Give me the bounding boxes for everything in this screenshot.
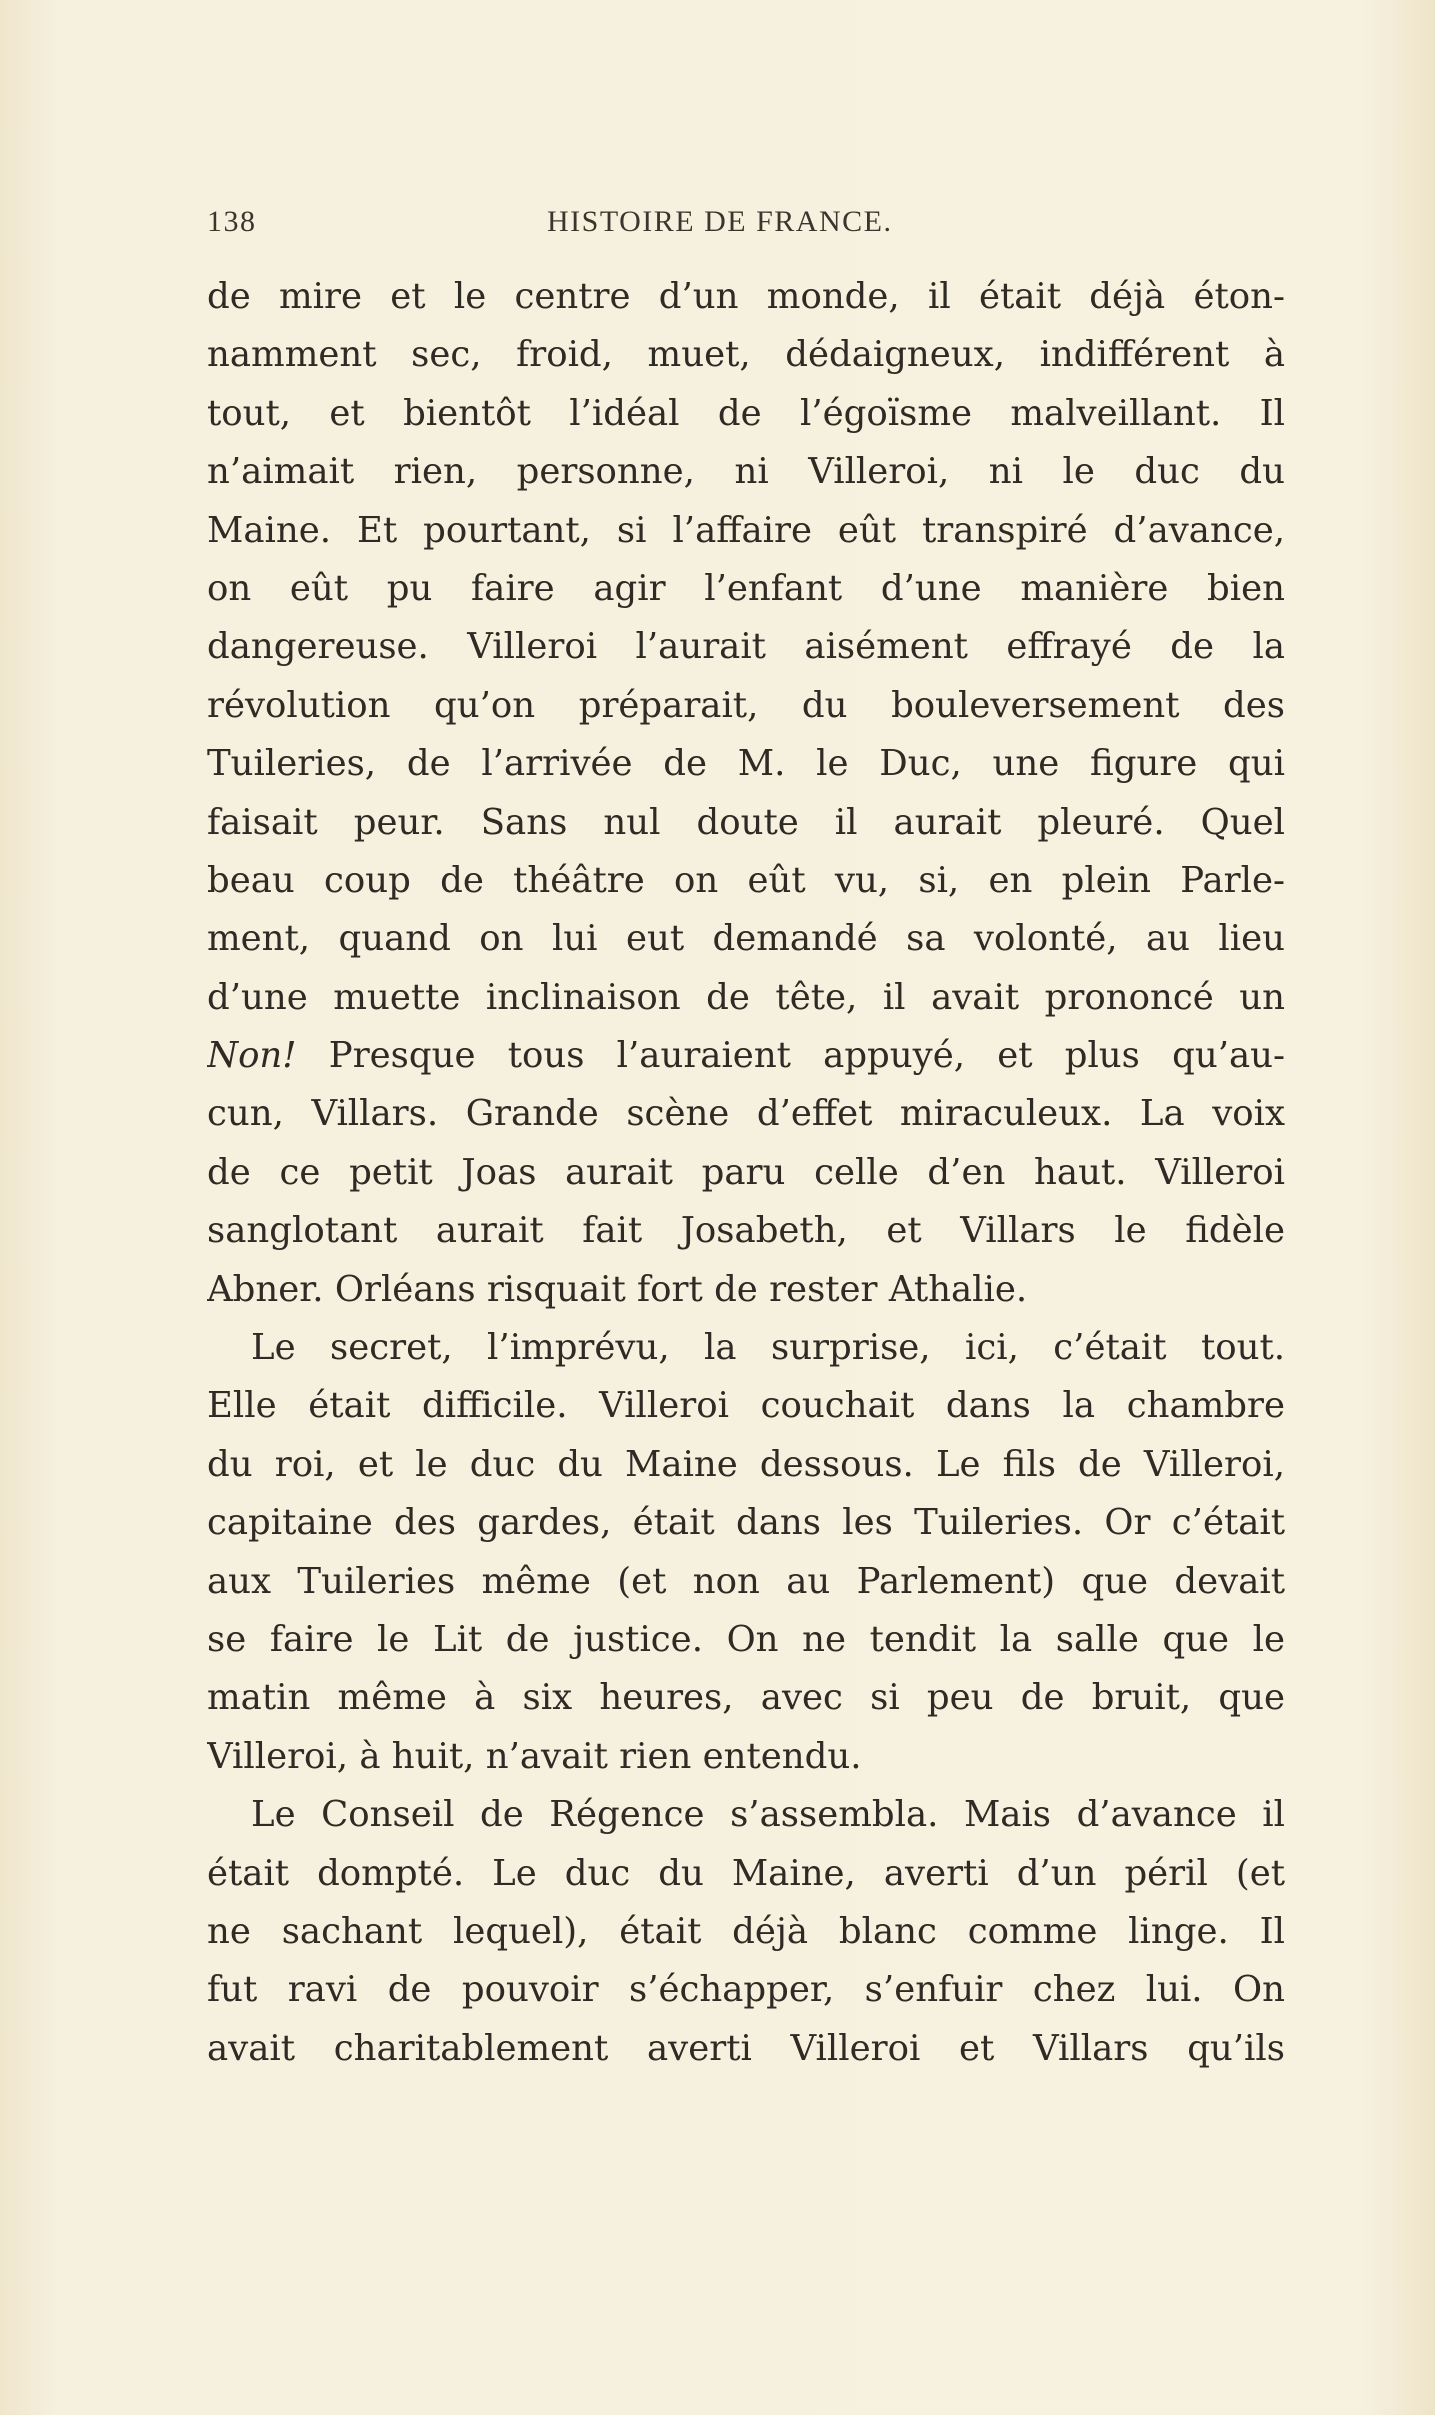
text-line: Elle était difficile. Villeroi couchait dans la chambre <box>207 1385 1285 1427</box>
italic-word: Non! <box>207 1035 297 1077</box>
text-line: dangereuse. Villeroi l’aurait aisément effrayé de la <box>207 626 1285 668</box>
text-line: matin même à six heures, avec si peu de bruit, que <box>207 1677 1285 1719</box>
text-line: tout, et bientôt l’idéal de l’égoïsme malveillant. Il <box>207 392 1285 434</box>
text-line: capitaine des gardes, était dans les Tuileries. Or c’était <box>207 1502 1285 1544</box>
text-line: d’une muette inclinaison de tête, il avait prononcé un <box>207 976 1285 1018</box>
text-line: fut ravi de pouvoir s’échapper, s’enfuir chez lui. On <box>207 1969 1285 2011</box>
text-line: Tuileries, de l’arrivée de M. le Duc, une figure qui <box>207 743 1285 785</box>
text-line: on eût pu faire agir l’enfant d’une manière bien <box>207 567 1285 609</box>
text-line: était dompté. Le duc du Maine, averti d’un péril (et <box>207 1852 1285 1894</box>
text-line: faisait peur. Sans nul doute il aurait pleuré. Quel <box>207 801 1285 843</box>
text-line: cun, Villars. Grande scène d’effet miraculeux. La voix <box>207 1093 1285 1135</box>
text-line: Le secret, l’imprévu, la surprise, ici, c’était tout. <box>251 1327 1285 1369</box>
text-line: Villeroi, à huit, n’avait rien entendu. <box>207 1735 862 1777</box>
running-head <box>207 205 1285 245</box>
text-line: de mire et le centre d’un monde, il était déjà éton- <box>207 276 1285 317</box>
text-line: se faire le Lit de justice. On ne tendit la salle que le <box>207 1618 1285 1660</box>
text-line: ment, quand on lui eut demandé sa volonté, au lieu <box>207 918 1285 960</box>
text-line-with-italic <box>207 1027 1285 1085</box>
text-line: Abner. Orléans risquait fort de rester Athalie. <box>207 1268 1028 1310</box>
body-text <box>207 268 1285 2078</box>
text-line: aux Tuileries même (et non au Parlement) que devait <box>207 1560 1285 1602</box>
text-line: du roi, et le duc du Maine dessous. Le fils de Villeroi, <box>207 1443 1285 1485</box>
text-line: namment sec, froid, muet, dédaigneux, indifférent à <box>207 334 1285 376</box>
page-number: 138 <box>207 205 257 238</box>
text-line: Le Conseil de Régence s’assembla. Mais d’avance il <box>251 1794 1285 1836</box>
text-line: avait charitablement averti Villeroi et Villars qu’ils <box>207 2027 1285 2069</box>
text-line: beau coup de théâtre on eût vu, si, en plein Parle- <box>207 859 1285 901</box>
book-title: HISTOIRE DE FRANCE. <box>547 205 893 238</box>
text-line: de ce petit Joas aurait paru celle d’en haut. Villeroi <box>207 1151 1285 1193</box>
text-line: sanglotant aurait fait Josabeth, et Villars le fidèle <box>207 1210 1285 1252</box>
text-line: ne sachant lequel), était déjà blanc comme linge. Il <box>207 1910 1285 1952</box>
text-line: Maine. Et pourtant, si l’affaire eût transpiré d’avance, <box>207 509 1285 551</box>
text-line: n’aimait rien, personne, ni Villeroi, ni le duc du <box>207 451 1285 493</box>
text-line-rest: Presque tous l’auraient appuyé, et plus qu’au- <box>296 1035 1285 1077</box>
text-line: révolution qu’on préparait, du bouleversement des <box>207 684 1285 726</box>
